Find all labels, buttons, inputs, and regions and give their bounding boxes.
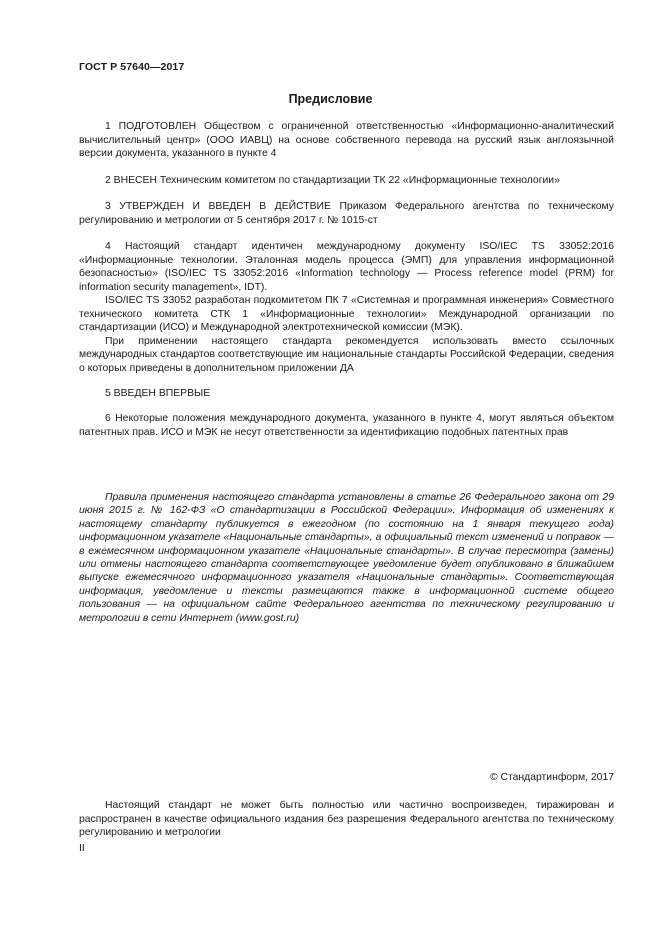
page-title: Предисловие — [288, 92, 373, 106]
reproduction-notice — [79, 799, 614, 840]
section-5 — [79, 387, 614, 401]
copyright: © Стандартинформ, 2017 — [489, 772, 614, 783]
section-4 — [79, 240, 614, 375]
section-3-text: 3 УТВЕРЖДЕН И ВВЕДЕН В ДЕЙСТВИЕ Приказом Федерального агентства по техническому регулированию и метрологии от 5 сентября 2017 г. № 1015-ст — [79, 201, 614, 226]
section-4-subcommittee-text: ISO/IEC TS 33052 разработан подкомитетом ПК 7 «Системная и программная инженерия» Совместного технического комитета СТК 1 «Информационные технологии» Международной организации по стандартизации (ИСО) и Международной электротехнической комиссии (МЭК). — [79, 295, 614, 333]
document-code: ГОСТ Р 57640—2017 — [79, 61, 185, 73]
rules-notice-text: Правила применения настоящего стандарта установлены в статье 26 Федерального закона от 29 июня 2015 г. № 162-ФЗ «О стандартизации в Российской Федерации». Информация об изменениях к настоящему стандарту публикуется в ежегодном (по состоянию на 1 января текущего года) информационном указателе «Национальные стандарты», а официальный текст изменений и поправок — в ежемесячном информационном указателе «Национальные стандарты». В случае пересмотра (замены) или отмены настоящего стандарта соответствующее уведомление будет опубликовано в ближайшем выпуске ежемесячного информационного указателя «Национальные стандарты». Соответствующая информация, уведомление и тексты размещаются также в информационной системе общего пользования — на официальном сайте Федерального агентства по техническому регулированию и метрологии в сети Интернет (www.gost.ru) — [79, 492, 614, 624]
section-6-text: 6 Некоторые положения международного документа, указанного в пункте 4, могут являться объектом патентных прав. ИСО и МЭК не несут ответственности за идентификацию подобных патентных прав — [79, 413, 614, 438]
reproduction-notice-text: Настоящий стандарт не может быть полностью или частично воспроизведен, тиражирован и распространен в качестве официального издания без разрешения Федерального агентства по техническому регулированию и метрологии — [79, 800, 614, 838]
section-6 — [79, 412, 614, 439]
section-3 — [79, 200, 614, 227]
section-4-application-text: При применении настоящего стандарта рекомендуется использовать вместо ссылочных международных стандартов соответствующие им национальные стандарты Российской Федерации, сведения о которых приведены в дополнительном приложении ДА — [79, 335, 614, 374]
rules-notice — [79, 491, 614, 625]
section-4-text: 4 Настоящий стандарт идентичен международному документу ISO/IEC TS 33052:2016 «Информационные технологии. Эталонная модель процесса (ЭМП) для управления информационной безопасностью» (ISO/IEC TS 33052:2016 «Information technology — Process reference model (PRM) for information security management», IDT). — [79, 241, 614, 293]
section-5-text: 5 ВВЕДЕН ВПЕРВЫЕ — [105, 388, 211, 399]
section-1 — [79, 120, 614, 161]
section-2 — [79, 174, 614, 188]
page-number: II — [79, 843, 85, 854]
section-1-text: 1 ПОДГОТОВЛЕН Обществом с ограниченной ответственностью «Информационно-аналитический вычислительный центр» (ООО ИАВЦ) на основе собственного перевода на русский язык англоязычной версии документа, указанного в пункте 4 — [79, 121, 614, 159]
section-2-text: 2 ВНЕСЕН Техническим комитетом по стандартизации ТК 22 «Информационные технологии» — [105, 175, 560, 186]
